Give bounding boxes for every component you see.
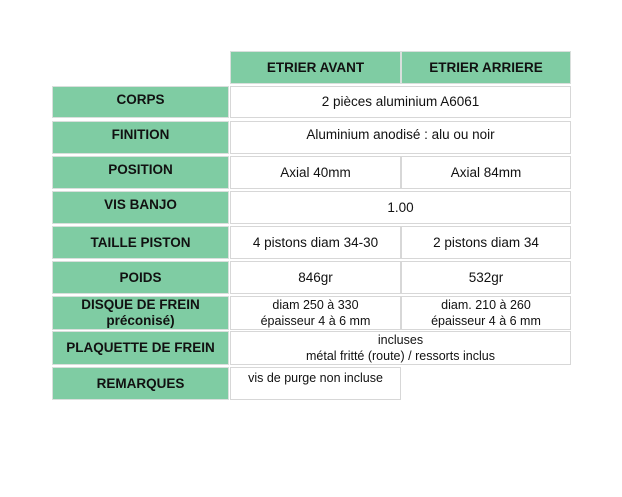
header-etrier-avant-label: ETRIER AVANT bbox=[266, 59, 365, 75]
remarques-label: REMARQUES bbox=[96, 375, 185, 391]
disque-avant-value bbox=[230, 296, 401, 330]
row-label-poids bbox=[52, 261, 229, 294]
disque-arriere-line1: diam. 210 à 260 bbox=[441, 298, 531, 312]
plaquette-value-line2: métal fritté (route) / ressorts inclus bbox=[306, 349, 495, 363]
poids-arriere-value bbox=[401, 261, 571, 294]
plaquette-value-line1: incluses bbox=[377, 333, 424, 347]
corps-value-text: 2 pièces aluminium A6061 bbox=[321, 94, 480, 109]
poids-arriere-text: 532gr bbox=[468, 269, 504, 285]
poids-avant-value bbox=[230, 261, 401, 294]
taille-piston-label: TAILLE PISTON bbox=[90, 234, 191, 250]
header-etrier-arriere-label: ETRIER ARRIERE bbox=[429, 59, 543, 75]
disque-avant-line1: diam 250 à 330 bbox=[272, 298, 359, 312]
row-label-taille-piston bbox=[52, 226, 229, 259]
taille-piston-avant-text: 4 pistons diam 34-30 bbox=[252, 234, 379, 250]
position-label: POSITION bbox=[108, 162, 173, 177]
remarques-value-text: vis de purge non incluse bbox=[248, 371, 383, 385]
remarques-value bbox=[230, 367, 401, 400]
disque-label-line2: préconisé) bbox=[106, 313, 175, 328]
plaquette-value bbox=[230, 331, 571, 365]
corps-label: CORPS bbox=[116, 92, 165, 107]
taille-piston-avant-value bbox=[230, 226, 401, 259]
header-etrier-avant bbox=[230, 51, 401, 84]
corps-value bbox=[230, 86, 571, 118]
header-etrier-arriere bbox=[401, 51, 571, 84]
disque-arriere-value bbox=[401, 296, 571, 330]
poids-label: POIDS bbox=[119, 269, 162, 285]
vis-banjo-label: VIS BANJO bbox=[104, 197, 177, 212]
row-label-disque-de-frein bbox=[52, 296, 229, 330]
row-label-corps bbox=[52, 86, 229, 118]
finition-value-text: Aluminium anodisé : alu ou noir bbox=[306, 127, 495, 142]
disque-avant-line2: épaisseur 4 à 6 mm bbox=[260, 314, 371, 328]
position-arriere-text: Axial 84mm bbox=[450, 164, 522, 180]
finition-value bbox=[230, 121, 571, 154]
disque-arriere-line2: épaisseur 4 à 6 mm bbox=[431, 314, 541, 328]
position-avant-value bbox=[230, 156, 401, 189]
row-label-position bbox=[52, 156, 229, 189]
taille-piston-arriere-value bbox=[401, 226, 571, 259]
row-label-plaquette-de-frein bbox=[52, 331, 229, 365]
position-avant-text: Axial 40mm bbox=[280, 164, 351, 180]
vis-banjo-value bbox=[230, 191, 571, 224]
vis-banjo-value-text: 1.00 bbox=[387, 199, 414, 215]
taille-piston-arriere-text: 2 pistons diam 34 bbox=[433, 234, 539, 250]
poids-avant-text: 846gr bbox=[298, 269, 333, 285]
plaquette-label: PLAQUETTE DE FREIN bbox=[66, 340, 215, 355]
position-arriere-value bbox=[401, 156, 571, 189]
finition-label: FINITION bbox=[111, 127, 170, 142]
row-label-remarques bbox=[52, 367, 229, 400]
row-label-vis-banjo bbox=[52, 191, 229, 224]
disque-label-line1: DISQUE DE FREIN bbox=[81, 297, 200, 312]
row-label-finition bbox=[52, 121, 229, 154]
